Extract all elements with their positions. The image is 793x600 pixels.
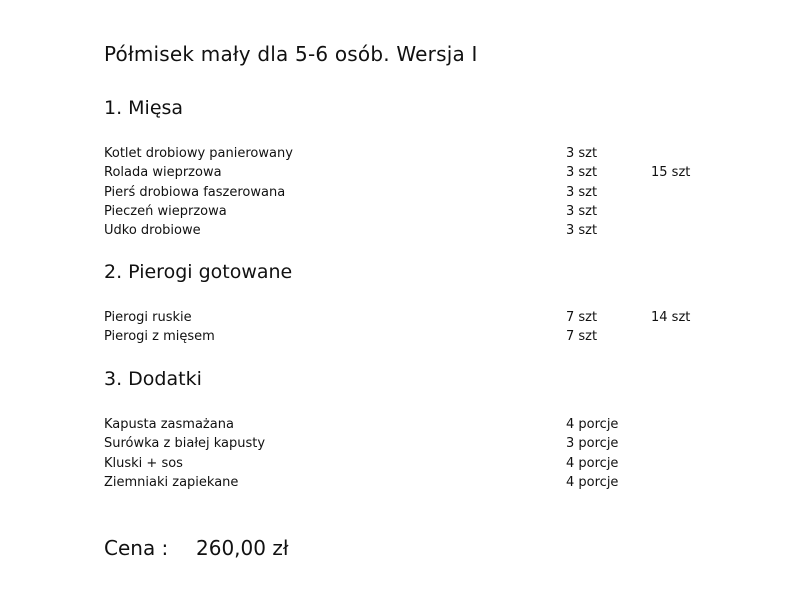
item-name: Kluski + sos <box>104 456 183 471</box>
item-quantity: 3 szt <box>566 223 598 238</box>
item-name: Pierogi ruskie <box>104 310 192 325</box>
price-label: Cena : <box>104 536 169 560</box>
list-item <box>104 474 744 492</box>
item-name: Udko drobiowe <box>104 223 201 238</box>
list-item <box>104 455 744 473</box>
list-item <box>104 435 744 453</box>
item-name: Surówka z białej kapusty <box>104 436 266 451</box>
item-quantity: 3 porcje <box>566 436 619 451</box>
list-item <box>104 328 744 346</box>
item-quantity: 4 porcje <box>566 475 619 490</box>
price-line <box>104 536 289 560</box>
document-title: Półmisek mały dla 5-6 osób. Wersja I <box>104 42 478 66</box>
section-heading-dodatki: 3. Dodatki <box>104 368 202 390</box>
item-name: Ziemniaki zapiekane <box>104 475 239 490</box>
item-quantity: 7 szt <box>566 310 598 325</box>
list-item <box>104 222 744 240</box>
item-name: Pierogi z mięsem <box>104 329 215 344</box>
price-value: 260,00 zł <box>196 536 289 560</box>
list-item <box>104 184 744 202</box>
item-name: Pierś drobiowa faszerowana <box>104 185 286 200</box>
list-item <box>104 145 744 163</box>
section-heading-miesa: 1. Mięsa <box>104 97 184 119</box>
section-heading-pierogi: 2. Pierogi gotowane <box>104 261 293 283</box>
item-total: 15 szt <box>651 165 691 180</box>
item-quantity: 4 porcje <box>566 417 619 432</box>
item-name: Pieczeń wieprzowa <box>104 204 227 219</box>
list-item <box>104 164 744 182</box>
item-name: Rolada wieprzowa <box>104 165 222 180</box>
list-item <box>104 416 744 434</box>
list-item <box>104 309 744 327</box>
item-name: Kapusta zasmażana <box>104 417 234 432</box>
item-total: 14 szt <box>651 310 691 325</box>
item-quantity: 3 szt <box>566 204 598 219</box>
item-quantity: 3 szt <box>566 146 598 161</box>
item-name: Kotlet drobiowy panierowany <box>104 146 293 161</box>
item-quantity: 3 szt <box>566 165 598 180</box>
list-item <box>104 203 744 221</box>
item-quantity: 7 szt <box>566 329 598 344</box>
item-quantity: 4 porcje <box>566 456 619 471</box>
item-quantity: 3 szt <box>566 185 598 200</box>
